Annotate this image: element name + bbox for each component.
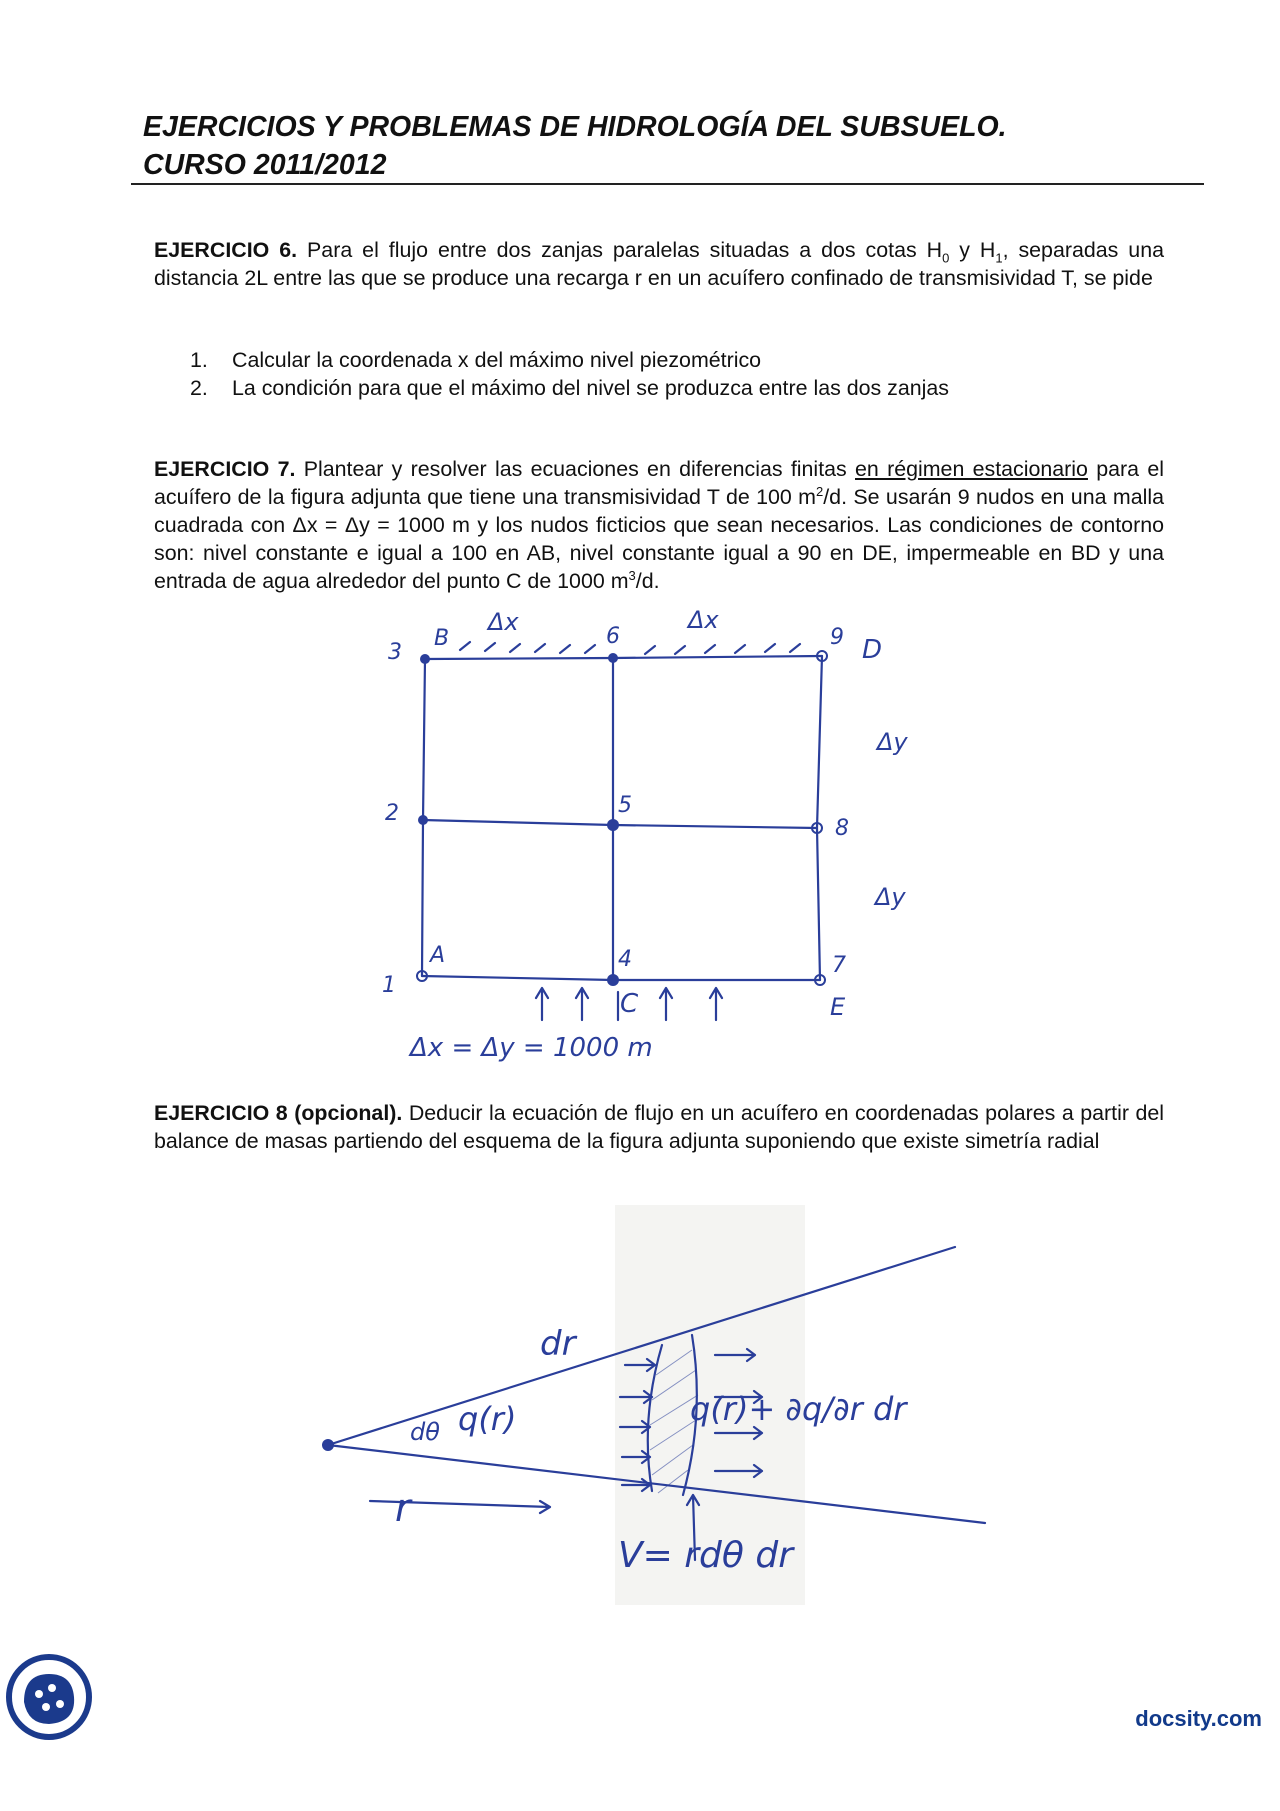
node-label: 3: [388, 640, 402, 665]
dy-label: Δy: [875, 883, 906, 911]
header-course: CURSO 2011/2012: [143, 149, 387, 181]
volume-label: V= rdθ dr: [618, 1535, 794, 1576]
point-label-b: B: [434, 626, 450, 651]
point-label-d: D: [862, 635, 883, 665]
node-4: [607, 974, 619, 986]
grid-bottom-line: [422, 976, 820, 980]
polar-mass-balance-figure: [300, 1205, 1020, 1615]
dx-label: Δx: [488, 608, 519, 636]
node-label: 5: [618, 793, 632, 818]
dtheta-label: dθ: [410, 1418, 440, 1446]
node-2: [418, 815, 428, 825]
node-label: 1: [382, 973, 396, 998]
exercise-6-label: EJERCICIO 6.: [154, 238, 298, 262]
dr-label: dr: [540, 1324, 576, 1364]
node-label: 2: [385, 801, 399, 826]
r-label: r: [395, 1486, 411, 1530]
dy-label: Δy: [877, 728, 908, 756]
list-item: 1. Calcular la coordenada x del máximo nivel piezométrico: [190, 348, 762, 372]
grid-middle-line: [423, 820, 817, 828]
finite-difference-grid-figure: [370, 600, 930, 1080]
node-3: [420, 654, 430, 664]
docsity-brand-link[interactable]: docsity.com: [1135, 1706, 1262, 1731]
node-label: 6: [606, 624, 620, 649]
node-label: 8: [835, 816, 849, 841]
dx-label: Δx: [688, 606, 719, 634]
grid-top-line: [425, 656, 822, 659]
node-6: [608, 653, 618, 663]
origin-point: [322, 1439, 334, 1451]
exercise-6-list: [190, 346, 1110, 402]
point-label-e: E: [830, 993, 846, 1021]
header-rule: [131, 183, 1204, 185]
docsity-logo-icon: [4, 1652, 94, 1742]
document-header: [143, 108, 1203, 184]
list-item: 2. La condición para que el máximo del nivel se produzca entre las dos zanjas: [190, 376, 950, 400]
exercise-8-label: EJERCICIO 8 (opcional).: [154, 1101, 403, 1125]
header-title: EJERCICIOS Y PROBLEMAS DE HIDROLOGÍA DEL SUBSUELO.: [143, 111, 1007, 143]
node-label: 7: [832, 953, 846, 978]
node-label: 4: [618, 947, 632, 972]
node-5: [607, 819, 619, 831]
point-label-a: A: [430, 943, 446, 968]
point-label-c: C: [620, 989, 639, 1019]
q-in-label: q(r): [458, 1400, 517, 1438]
node-label: 9: [830, 625, 844, 650]
q-out-label: q(r)+ ∂q/∂r dr: [690, 1390, 907, 1428]
exercise-7-statement: EJERCICIO 7. Plantear y resolver las ecuaciones en diferencias finitas en régimen estacionario para el acuífero de la figura adjunta que tiene una transmisividad T de 100 $m^2/d$. Se usarán 9 nudos en una malla cuadrada con Δx = Δy = 1000 m y los nudos ficticios que sean necesarios. Las condiciones de contorno son: nivel constante e igual a 100 en AB, nivel constante igual a 90 en DE, impermeable en BD y una entrada de agua alrededor del punto C de 1000 $m^3/d$.: [154, 457, 1164, 593]
impermeable-hatching: [460, 642, 800, 654]
exercise-8-statement: EJERCICIO 8 (opcional). Deducir la ecuación de flujo en un acuífero en coordenadas polares a partir del balance de masas partiendo del esquema de la figura adjunta suponiendo que existe simetría radial: [154, 1101, 1164, 1153]
exercise-7-label: EJERCICIO 7.: [154, 457, 296, 481]
grid-right-line: [817, 656, 822, 980]
grid-spacing-caption: Δx = Δy = 1000 m: [410, 1033, 653, 1063]
exercise-6-statement: EJERCICIO 6. Para el flujo entre dos zanjas paralelas situadas a dos cotas $H_0$ y $H_1$, separadas una distancia 2L entre las que se produce una recarga r en un acuífero confinado de transmisividad T, se pide: [154, 238, 1164, 290]
